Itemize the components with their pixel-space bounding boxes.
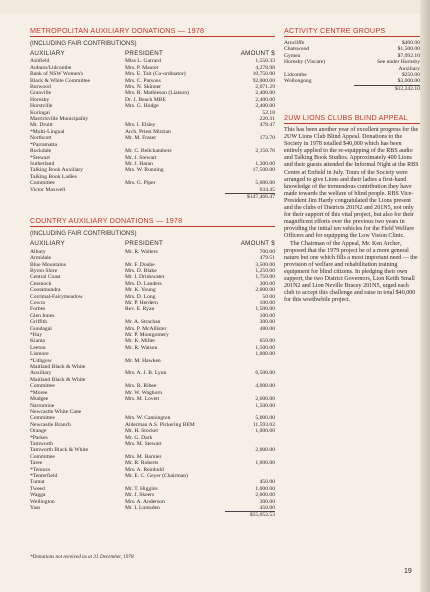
president-cell: Rev. E. Ryan <box>125 306 155 313</box>
auxiliary-cell: Maitland Black & White <box>30 364 86 371</box>
centre-value-cell: $7,092.10 <box>397 52 420 59</box>
amount-cell: 100.00 <box>259 300 275 306</box>
president-cell: Mr. M. Hawken <box>125 357 161 364</box>
president-cell: Mrs. C. Parsons <box>125 77 161 84</box>
president-cell: Mr. H. Stocker <box>125 428 159 435</box>
auxiliary-cell: Mudgee <box>30 396 49 403</box>
president-cell: Mr. F. Doube <box>125 261 155 268</box>
country-header-amount: AMOUNT $ <box>240 240 275 248</box>
president-cell: Mr. R. Roberts <box>125 460 159 467</box>
amount-cell: 1,000.00 <box>255 485 275 492</box>
centre-value-cell: $400.00 <box>401 40 420 46</box>
centre-name-cell: Gymea <box>284 52 301 59</box>
amount-cell: 11,593.02 <box>252 421 275 428</box>
country-header-president: PRESIDENT <box>125 240 164 248</box>
metro-total-row <box>30 193 275 200</box>
president-cell: Mrs. N. Skinner <box>125 84 162 91</box>
amount-cell: 1,500.00 <box>255 344 275 351</box>
lions-paragraph: The Chairman of the Appeal, Mr. Ken Archer, proposed that the 1979 project be of a more general nature but one which fills a most important need — the provision of welfare and rehabilitation training equipment for blind citizens. In pledging their own support, the two District Governors, Lion Keith Small 201N2 and Lion Neville Bracey 201N5, urged each club to accept this challenge and raise in total $40,000 for this worthwhile project. <box>284 241 418 304</box>
president-cell: Mrs. R. Ribee <box>125 383 157 390</box>
auxiliary-cell: Blue Mountains <box>30 261 66 268</box>
auxiliary-cell: *Stewart <box>30 154 50 161</box>
president-cell: Mr. M. Fraser <box>125 135 157 142</box>
auxiliary-cell: Mt. Druitt <box>30 122 53 129</box>
amount-cell: 300.00 <box>259 498 275 505</box>
centre-name-cell: Chatswood <box>284 46 310 53</box>
metro-header-auxiliary: AUXILIARY <box>30 50 65 57</box>
metro-title-rule <box>30 36 275 37</box>
activity-title: ACTIVITY CENTRE GROUPS <box>284 26 386 35</box>
auxiliary-cell: Committee <box>30 383 55 390</box>
auxiliary-cell: Victor Maxwell <box>30 186 66 193</box>
amount-cell: 450.00 <box>259 479 275 486</box>
amount-cell: 2,156.76 <box>255 148 275 155</box>
left-column <box>30 26 275 519</box>
auxiliary-cell: Central Coast <box>30 274 61 281</box>
president-cell: Mrs. G. Piper <box>125 180 156 187</box>
auxiliary-cell: Yass <box>30 505 41 511</box>
auxiliary-cell: Newcastle Branch <box>30 421 71 428</box>
amount-cell: 220.31 <box>259 116 275 123</box>
president-cell: Mr. I. Lumsden <box>125 505 160 511</box>
president-cell: Mr. E. C. Geyer (Chairman) <box>125 472 188 479</box>
auxiliary-cell: Rockdale <box>30 148 52 155</box>
amount-cell: 3,500.00 <box>255 261 275 268</box>
amount-cell: 700.00 <box>259 248 275 255</box>
president-cell: Mr. P. Montgomery <box>125 332 169 339</box>
lions-section <box>284 114 420 304</box>
auxiliary-cell: *Parramatta <box>30 141 58 148</box>
amount-cell: 173.70 <box>259 135 275 142</box>
amount-cell: 2,000.00 <box>255 447 275 454</box>
president-cell: Mr. J. Haran <box>125 160 153 167</box>
auxiliary-cell: Black & White Committee <box>30 77 91 84</box>
activity-rows <box>284 40 420 85</box>
centre-value-cell: $1,500.00 <box>397 46 420 53</box>
amount-cell: 634.45 <box>259 186 275 193</box>
centre-value-cell: See under Hornsby <box>377 59 420 66</box>
president-cell: Mr. P. Herdern <box>125 300 158 306</box>
president-cell: Mr. J. Stewart <box>125 154 157 161</box>
president-cell: Mrs. W. Running <box>125 167 164 174</box>
amount-cell: 6,500.00 <box>255 370 275 377</box>
auxiliary-cell: Forbes <box>30 306 46 313</box>
lions-title: 2UW LIONS CLUBS BLIND APPEAL <box>284 113 408 123</box>
centre-name-cell: Arncliffe <box>284 40 305 46</box>
auxiliary-cell: Corrimal-Fairymeadow <box>30 293 83 300</box>
auxiliary-cell: Hornsby <box>30 96 50 103</box>
metro-rows <box>30 58 275 193</box>
president-cell: Alderman A.S. Pickering BEM <box>125 421 195 428</box>
metro-title: METROPOLITAN AUXILIARY DONATIONS — 1978 <box>30 26 205 35</box>
amount-cell: 92,000.00 <box>252 77 275 84</box>
president-cell: Mrs. E. Tait (Co-ordinator) <box>125 71 186 78</box>
centre-name-cell: Hornsby (Viscare) <box>284 59 326 66</box>
auxiliary-cell: *Temora <box>30 466 50 473</box>
country-section <box>30 216 275 518</box>
auxiliary-cell: Auxiliary <box>30 370 52 377</box>
auxiliary-cell: Talking Book Ladies <box>30 173 77 180</box>
metro-section <box>30 26 275 200</box>
auxiliary-cell: Hurstville <box>30 103 53 110</box>
president-cell: Mrs. A. J. B. Lyon <box>125 370 167 377</box>
country-total-row <box>30 512 275 519</box>
auxiliary-cell: Tweed <box>30 485 45 492</box>
auxiliary-cell: Northcott <box>30 135 52 142</box>
president-cell: Mr. C. Bellchambers <box>125 148 172 155</box>
amount-cell: 1,000.00 <box>255 460 275 467</box>
lions-title-rule <box>284 123 420 124</box>
auxiliary-cell: Tumut <box>30 479 45 486</box>
centre-value-cell: Auxiliary <box>398 65 420 72</box>
president-cell: Mr. T. Higgins <box>125 485 158 492</box>
country-header-row <box>30 241 275 248</box>
country-table <box>30 241 275 518</box>
table-row <box>30 505 275 512</box>
auxiliary-cell: Maitland Black & White <box>30 376 86 383</box>
auxiliary-cell: Glen Innes <box>30 312 55 319</box>
activity-section <box>284 26 420 92</box>
amount-cell: 4,278.98 <box>255 64 275 71</box>
auxiliary-cell: Committee <box>30 415 55 422</box>
page-binding-edge <box>420 0 430 592</box>
amount-cell: 2,600.00 <box>255 396 275 403</box>
amount-cell: 2,000.00 <box>255 492 275 499</box>
auxiliary-cell: *Lithgow <box>30 357 52 364</box>
amount-cell: 650.00 <box>259 338 275 345</box>
amount-cell: 300.00 <box>259 280 275 287</box>
amount-cell: 1,750.00 <box>255 274 275 281</box>
auxiliary-cell: *Multi-Lingual <box>30 128 65 135</box>
amount-cell: 2,000.00 <box>255 287 275 294</box>
amount-cell: 4,000.00 <box>255 383 275 390</box>
auxiliary-cell: Newcastle White Cane <box>30 408 82 415</box>
centre-value-cell: $250.00 <box>401 72 420 79</box>
country-title: COUNTRY AUXILIARY DONATIONS — 1978 <box>30 216 183 226</box>
auxiliary-cell: Leeton <box>30 344 46 351</box>
amount-cell: 1,000.00 <box>255 428 275 435</box>
metro-table <box>30 51 275 200</box>
president-cell: Mrs. M. Stewart <box>125 440 162 447</box>
activity-total: $12,242.10 <box>354 85 420 92</box>
auxiliary-cell: Kuringai <box>30 109 50 116</box>
footnote: *Donations not received as at 31 December, 1978 <box>30 554 134 560</box>
auxiliary-cell: Wellington <box>30 498 55 505</box>
auxiliary-cell: Kiama <box>30 338 45 345</box>
amount-cell: 5,000.00 <box>255 415 275 422</box>
president-cell: Mr. K. Miller <box>125 338 156 345</box>
president-cell: Dr. J. Beach MBE <box>125 96 166 103</box>
auxiliary-cell: Cessnock <box>30 280 52 287</box>
auxiliary-cell: Granville <box>30 90 52 97</box>
amount-cell: 50.00 <box>262 293 275 300</box>
president-cell: Mrs. R. Mathieson (Liaison) <box>125 90 189 97</box>
amount-cell: 1,300.00 <box>255 160 275 167</box>
auxiliary-cell: Marrickville Municipality <box>30 116 89 123</box>
amount-cell: 300.00 <box>259 319 275 326</box>
auxiliary-cell: Griffith <box>30 319 47 326</box>
president-cell: Mr. R. Walters <box>125 248 158 255</box>
amount-cell: 2,071.29 <box>255 84 275 91</box>
president-cell: Mrs. A. Reinhold <box>125 466 164 473</box>
amount-cell: 1,250.00 <box>255 267 275 274</box>
auxiliary-cell: Ashfield <box>30 58 50 65</box>
auxiliary-cell: Gundagai <box>30 325 52 332</box>
auxiliary-cell: Talking Book Auxiliary <box>30 167 84 174</box>
country-header-auxiliary: AUXILIARY <box>30 240 65 248</box>
president-cell: Mrs. P. McAllister <box>125 325 167 332</box>
country-title-rule <box>30 226 275 227</box>
president-cell: Mrs. M. Lovett <box>125 396 160 403</box>
president-cell: Mrs. I. Elsley <box>125 122 156 129</box>
amount-cell: 1,550.33 <box>255 58 275 65</box>
amount-cell: 1,500.00 <box>255 306 275 313</box>
lions-paragraph: This has been another year of excellent progress for the 2UW Lions Club Blind Appeal. Donations to the Society in 1978 totalled $40,000 which has been entirely applied to the re-equipping of the RBS audio and Talking Book Studios. Approximately 400 Lions and their guests attended the Informal Night at the RBS Centre at Enfield in July. Tours of the Society were arranged to give Lions and their ladies a first-hand knowledge of the tremendous contribution they have made towards the welfare of blind people. RBS Vice-President Jim Hardy congratulated the Lions present and the clubs of Districts 201N2 and 201N5, not only for their support of this vital project, but also for their magnificent efforts over the previous two years in providing the initial ten vehicles for the Field Welfare Officers and for equipping the Low Vision Clinic. <box>284 127 419 239</box>
amount-cell: 2,400.00 <box>255 90 275 97</box>
auxiliary-cell: *Moree <box>30 389 48 396</box>
amount-cell: 52.18 <box>262 109 275 116</box>
president-cell: Mr. R. Watson <box>125 344 158 351</box>
table-row <box>30 187 275 194</box>
president-cell: Mr. K. Young <box>125 287 156 294</box>
activity-table <box>284 40 420 92</box>
page-number: 19 <box>404 568 412 575</box>
auxiliary-cell: Committee <box>30 453 55 460</box>
auxiliary-cell: Sutherland <box>30 160 55 167</box>
amount-cell: 450.00 <box>259 505 275 511</box>
amount-cell: 2,400.00 <box>255 96 275 103</box>
country-total: $55,052.53 <box>225 512 275 519</box>
president-cell: Mrs. P. Maurer <box>125 64 159 71</box>
auxiliary-cell: Byron Shire <box>30 267 58 274</box>
top-margin <box>0 0 430 14</box>
president-cell: Mrs. M. Barnier <box>125 453 162 460</box>
amount-cell: 480.00 <box>259 325 275 332</box>
amount-cell: 1,000.00 <box>255 351 275 358</box>
amount-cell: 2,400.00 <box>255 103 275 110</box>
metro-header-president: PRESIDENT <box>125 50 164 57</box>
auxiliary-cell: Tamworth Black & White <box>30 447 89 454</box>
auxiliary-cell: Auburn/Lidcombe <box>30 64 72 71</box>
auxiliary-cell: *Tenterfield <box>30 472 58 479</box>
metro-header-row <box>30 51 275 58</box>
president-cell: Mr. G. Dark <box>125 434 153 441</box>
amount-cell: 100.00 <box>259 312 275 319</box>
auxiliary-cell: Albury <box>30 248 46 255</box>
president-cell: Mrs. D. Long <box>125 293 156 300</box>
centre-value-cell: $3,000.00 <box>397 78 420 85</box>
auxiliary-cell: Lismore <box>30 351 49 358</box>
president-cell: Mrs. D. Landers <box>125 280 162 287</box>
lions-body <box>284 127 420 304</box>
centre-name-cell: Wollongong <box>284 78 312 85</box>
amount-cell: 5,000.00 <box>255 180 275 187</box>
president-cell: Mrs. W. Cannington <box>125 415 171 422</box>
auxiliary-cell: Taree <box>30 460 43 467</box>
metro-header-amount: AMOUNT $ <box>240 50 275 57</box>
table-row <box>284 78 420 85</box>
metro-total: $147,466.47 <box>225 193 275 200</box>
amount-cell: 478.47 <box>259 122 275 129</box>
centre-name-cell: Lidcombe <box>284 72 307 79</box>
auxiliary-cell: Cowra <box>30 300 45 306</box>
president-cell <box>125 187 225 194</box>
auxiliary-cell: Armidale <box>30 255 52 262</box>
activity-total-row <box>284 85 420 92</box>
activity-title-rule <box>284 36 420 37</box>
president-cell: Mrs. D. Blake <box>125 267 157 274</box>
auxiliary-cell: Orange <box>30 428 47 435</box>
amount-cell: 10,750.00 <box>252 71 275 78</box>
country-subtitle: (INCLUDING FAIR CONTRIBUTIONS) <box>30 230 137 238</box>
amount-cell: 479.51 <box>259 255 275 262</box>
president-cell: Mrs. A. Anderson <box>125 498 165 505</box>
auxiliary-cell: Wagga <box>30 492 46 499</box>
auxiliary-cell: *Parkes <box>30 434 48 441</box>
auxiliary-cell: Committee <box>30 180 55 187</box>
amount-cell: 17,500.00 <box>252 167 275 174</box>
president-cell: Mrs. G. Hodge <box>125 103 159 110</box>
right-column <box>284 26 420 305</box>
auxiliary-cell: Narromine <box>30 402 55 409</box>
auxiliary-cell: Tamworth <box>30 440 53 447</box>
country-rows <box>30 249 275 512</box>
president-cell: Mr. J. Skeers <box>125 492 155 499</box>
amount-cell: 1,500.00 <box>255 402 275 409</box>
president-cell: Arch. Priest Mirzian <box>125 128 171 135</box>
metro-subtitle: (INCLUDING FAIR CONTRIBUTIONS) <box>30 40 137 47</box>
president-cell: Miss L. Garrard <box>125 58 161 65</box>
auxiliary-cell: Bank of NSW Women's <box>30 71 84 78</box>
president-cell: Mr. I. Drinkwater <box>125 274 165 281</box>
auxiliary-cell: Cootamundra <box>30 287 61 294</box>
auxiliary-cell: *Hay <box>30 332 43 339</box>
president-cell: Mr. W. Waghorn <box>125 389 163 396</box>
president-cell: Mr. A. Strachan <box>125 319 161 326</box>
auxiliary-cell: Burwood <box>30 84 51 91</box>
